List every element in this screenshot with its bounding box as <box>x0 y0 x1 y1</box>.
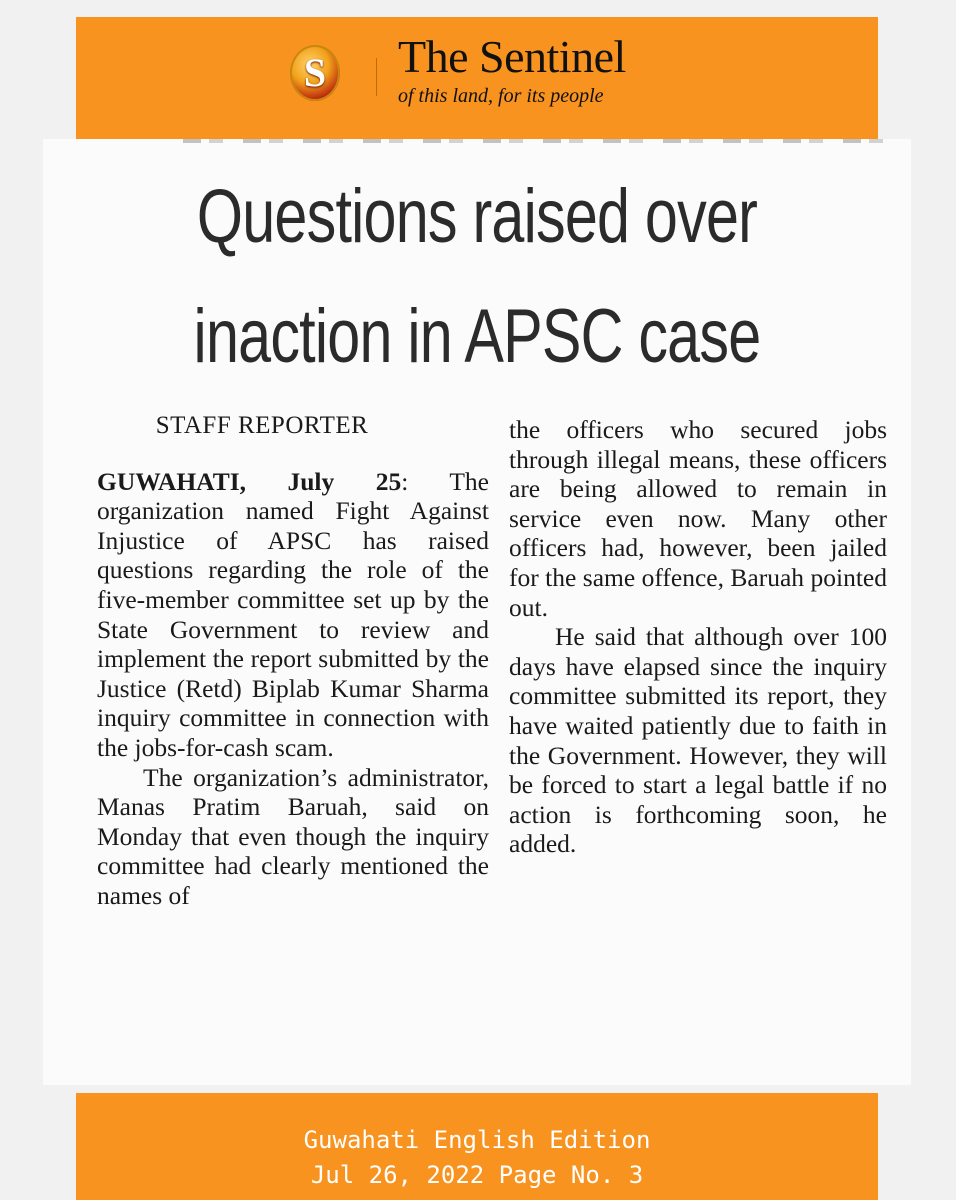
byline: STAFF REPORTER <box>155 412 369 439</box>
sentinel-logo-icon <box>290 45 340 101</box>
logo-divider <box>376 58 377 96</box>
brand-name: The Sentinel <box>398 31 626 82</box>
article-paragraph-3: He said that although over 100 days have elapsed since the inquiry committee submitted its report, they have waited patiently due to faith in the Government. However, they will be forced to start a legal battle if no action is forthcoming soon, he added. <box>509 622 887 859</box>
article-paragraph-2-continued: the officers who secured jobs through illegal means, these officers are being allowed to remain in service even now. Many other officers had, however, been jailed for the same offence, Baruah pointed out. <box>509 415 887 622</box>
paragraph-1-text: : The organization named Fight Against Injustice of APSC has raised questions regarding the role of the five-member committee set up by the State Government to review and implement the report submitted by the Justice (Retd) Biplab Kumar Sharma inquiry committee in connection with the jobs-for-cash scam. <box>97 466 489 762</box>
footer-banner <box>76 1093 878 1200</box>
logo-letter: S <box>303 50 327 95</box>
dateline: GUWAHATI, July 25 <box>97 466 402 496</box>
newspaper-clipping <box>43 139 911 1085</box>
article-column-right <box>509 415 887 859</box>
article-column-left <box>97 411 489 911</box>
headline-line-2: inaction in APSC case <box>193 294 761 379</box>
edition-label: Guwahati English Edition <box>303 1126 651 1154</box>
brand-tagline: of this land, for its people <box>398 85 604 107</box>
article-paragraph-2: The organization’s administrator, Manas Pratim Baruah, said on Monday that even though the inquiry committee had clearly mentioned the names of <box>97 762 489 910</box>
date-page-label: Jul 26, 2022 Page No. 3 <box>310 1161 644 1189</box>
headline-line-1: Questions raised over <box>196 174 758 259</box>
article-paragraph-1 <box>97 467 489 763</box>
clipping-cut-edge <box>183 139 903 143</box>
